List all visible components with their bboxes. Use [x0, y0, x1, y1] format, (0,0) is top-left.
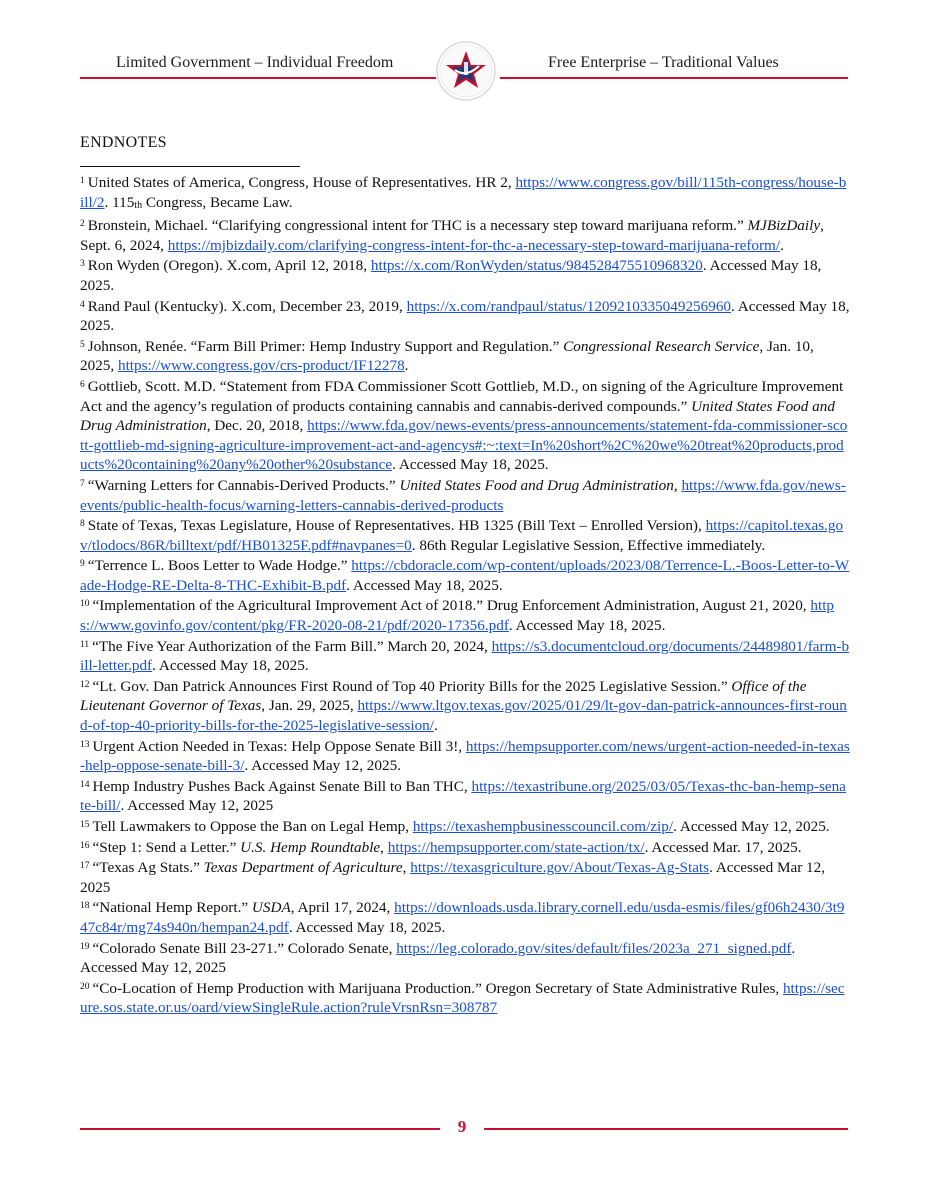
footer-rule-right	[484, 1128, 848, 1130]
header-motto-left: Limited Government – Individual Freedom	[116, 54, 394, 71]
endnote-text: .	[780, 236, 784, 254]
endnote-link[interactable]: https://www.govinfo.gov/content/pkg/FR-2020-08-21/pdf/2020-17356.pdf	[80, 597, 835, 635]
endnote-link[interactable]: https://secure.sos.state.or.us/oard/viewSingleRule.action?ruleVrsnRsn=308787	[80, 979, 845, 1017]
endnote-number: 1	[80, 176, 85, 186]
endnote-text: United States of America, Congress, House of Representatives. HR 2,	[87, 174, 516, 191]
endnote-text: Urgent Action Needed in Texas: Help Oppose Senate Bill 3!,	[92, 737, 466, 755]
endnote-text: “Terrence L. Boos Letter to Wade Hodge.”	[87, 557, 352, 575]
endnote-text: , April 17, 2024,	[290, 899, 395, 917]
endnote-link[interactable]: https://hempsupporter.com/state-action/tx/	[387, 838, 645, 856]
endnote-text: . Accessed May 18, 2025.	[508, 617, 666, 635]
endnote-publication: MJBizDaily	[747, 217, 821, 235]
header-rule-right	[500, 77, 848, 79]
endnote-item	[80, 736, 850, 776]
endnote-text: . Accessed May 18, 2025.	[288, 918, 446, 936]
endnote-text: , Jan. 10, 2025,	[80, 337, 814, 375]
endnote-number: 9	[80, 559, 85, 570]
endnote-text: Tell Lawmakers to Oppose the Ban on Legal Hemp,	[92, 818, 413, 835]
endnote-item	[80, 515, 850, 555]
endnote-number: 18	[80, 901, 90, 912]
endnote-item	[80, 215, 850, 255]
endnote-link[interactable]: https://texashempbusinesscouncil.com/zip/	[412, 818, 674, 835]
endnote-link[interactable]: https://texasgriculture.gov/About/Texas-Ag-Stats	[410, 859, 710, 877]
endnote-text: .	[404, 357, 409, 375]
endnotes-list	[80, 172, 850, 1018]
endnote-item	[80, 636, 850, 676]
star-seal-icon	[435, 40, 497, 102]
endnote-link[interactable]: https://www.fda.gov/news-events/public-health-focus/warning-letters-cannabis-derived-products	[80, 476, 846, 514]
endnote-number: 12	[80, 679, 90, 690]
endnote-link[interactable]: https://downloads.usda.library.cornell.edu/usda-esmis/files/gf06h2430/3t947c84r/mg74s940n/hempan24.pdf	[80, 899, 845, 936]
endnote-item	[80, 475, 850, 515]
endnote-text: ,	[402, 859, 411, 877]
endnote-number: 6	[80, 379, 85, 390]
endnote-number: 13	[80, 739, 90, 750]
endnote-text: . Accessed May 18, 2025.	[80, 257, 822, 294]
endnote-number: 5	[80, 339, 85, 350]
endnote-text: , Jan. 29, 2025,	[261, 697, 358, 715]
endnote-item	[80, 938, 850, 978]
endnote-item	[80, 776, 850, 816]
endnote-number: 10	[80, 599, 90, 610]
endnote-text: “Step 1: Send a Letter.”	[92, 838, 241, 856]
endnote-item	[80, 555, 850, 595]
endnotes-heading: ENDNOTES	[80, 134, 167, 151]
endnote-text: “Texas Ag Stats.”	[92, 859, 204, 877]
endnote-text: “National Hemp Report.”	[92, 899, 252, 917]
endnote-number: 17	[80, 861, 90, 872]
endnote-text: Gottlieb, Scott. M.D. “Statement from FDA Commissioner Scott Gottlieb, M.D., on signing of the Agriculture Improvement Act and the agency’s regulation of products containing cannabis and cannabis-derived compounds.”	[80, 377, 844, 415]
endnote-item	[80, 376, 850, 475]
endnote-number: 8	[80, 519, 85, 530]
endnote-text: . Accessed May 18, 2025.	[392, 456, 549, 474]
footer-rule-left	[80, 1128, 440, 1130]
endnote-item	[80, 336, 850, 376]
endnote-publication: U.S. Hemp Roundtable	[240, 838, 381, 856]
endnote-text: . Accessed Mar. 17, 2025.	[644, 838, 802, 856]
endnote-link[interactable]: https://s3.documentcloud.org/documents/24489801/farm-bill-letter.pdf	[80, 637, 850, 675]
endnote-link[interactable]: https://www.congress.gov/crs-product/IF12278	[117, 357, 405, 375]
endnote-text: . 115	[104, 193, 135, 211]
endnote-link[interactable]: https://www.fda.gov/news-events/press-announcements/statement-fda-commissioner-scott-gottlieb-md-signing-agriculture-improvement-act-and-agencys#:~:text=In%20short%2C%20we%20treat%20products,products%20containing%20any%20other%20substance	[80, 417, 848, 474]
endnote-text: Rand Paul (Kentucky). X.com, December 23, 2019,	[87, 297, 407, 315]
endnote-text: “Implementation of the Agricultural Improvement Act of 2018.” Drug Enforcement Administration, August 21, 2020,	[92, 597, 811, 615]
endnote-link[interactable]: https://x.com/randpaul/status/1209210335049256960	[406, 297, 732, 315]
endnote-text: . Accessed May 12, 2025	[80, 939, 796, 977]
endnote-number: 2	[80, 219, 85, 230]
endnote-item	[80, 255, 850, 295]
endnote-item	[80, 172, 850, 215]
endnote-number: 16	[80, 840, 90, 851]
endnote-item	[80, 857, 850, 897]
footnote-separator	[80, 166, 300, 167]
endnote-item	[80, 837, 850, 858]
endnote-text: ,	[380, 838, 388, 856]
endnote-number: 19	[80, 941, 90, 952]
header-motto-right: Free Enterprise – Traditional Values	[548, 54, 779, 71]
endnote-link[interactable]: https://hempsupporter.com/news/urgent-action-needed-in-texas-help-oppose-senate-bill-3/	[80, 737, 850, 775]
endnote-number: 7	[80, 478, 85, 489]
endnote-text: Congress, Became Law.	[142, 193, 293, 211]
endnote-text: . Accessed May 12, 2025.	[673, 818, 830, 835]
endnote-item	[80, 897, 850, 937]
endnote-publication: Congressional Research Service	[563, 337, 760, 355]
endnote-link[interactable]: https://x.com/RonWyden/status/984528475510968320	[370, 257, 703, 275]
endnote-publication: Office of the Lieutenant Governor of Texas	[80, 677, 807, 715]
endnote-publication: USDA	[251, 899, 291, 917]
endnote-text: . Accessed May 12, 2025.	[244, 757, 401, 775]
endnote-text: , Sept. 6, 2024,	[80, 217, 824, 254]
endnote-text: “Lt. Gov. Dan Patrick Announces First Round of Top 40 Priority Bills for the 2025 Legislative Session.”	[92, 677, 732, 695]
endnote-ordinal: th	[134, 199, 143, 211]
endnote-number: 3	[80, 259, 85, 270]
endnote-text: Ron Wyden (Oregon). X.com, April 12, 2018,	[87, 257, 371, 275]
endnote-number: 15	[80, 820, 90, 830]
endnote-item	[80, 676, 850, 736]
endnote-text: Hemp Industry Pushes Back Against Senate Bill to Ban THC,	[92, 777, 472, 795]
endnote-text: “Co-Location of Hemp Production with Marijuana Production.” Oregon Secretary of State Administrative Rules,	[92, 979, 783, 997]
endnote-publication: United States Food and Drug Administration	[80, 397, 835, 435]
endnote-link[interactable]: https://capitol.texas.gov/tlodocs/86R/billtext/pdf/HB01325F.pdf#navpanes=0	[80, 517, 844, 554]
endnote-link[interactable]: https://cbdoracle.com/wp-content/uploads/2023/08/Terrence-L.-Boos-Letter-to-Wade-Hodge-RE-Delta-8-THC-Exhibit-B.pdf	[80, 557, 850, 594]
endnote-link[interactable]: https://www.ltgov.texas.gov/2025/01/29/lt-gov-dan-patrick-announces-first-round-of-top-40-priority-bills-for-the-2025-legislative-session/	[80, 697, 847, 735]
endnote-text: “Colorado Senate Bill 23-271.” Colorado Senate,	[92, 939, 397, 957]
endnote-number: 14	[80, 779, 90, 790]
endnote-number: 20	[80, 981, 90, 992]
endnote-text: . Accessed May 18, 2025.	[80, 297, 850, 335]
endnote-item	[80, 296, 850, 336]
endnote-item	[80, 816, 850, 837]
endnote-item	[80, 595, 850, 635]
page-header	[0, 0, 927, 110]
endnote-text: Bronstein, Michael. “Clarifying congressional intent for THC is a necessary step toward marijuana reform.”	[87, 217, 748, 235]
endnote-text: State of Texas, Texas Legislature, House of Representatives. HB 1325 (Bill Text – Enrolled Version),	[87, 517, 706, 535]
endnote-text: . Accessed May 12, 2025	[120, 797, 274, 815]
endnote-item	[80, 978, 850, 1018]
endnote-number: 4	[80, 299, 85, 310]
endnote-text: , Dec. 20, 2018,	[206, 417, 308, 435]
endnote-text: . 86th Regular Legislative Session, Effective immediately.	[411, 536, 766, 554]
endnote-text: Johnson, Renée. “Farm Bill Primer: Hemp Industry Support and Regulation.”	[87, 337, 564, 355]
page-number: 9	[457, 1117, 467, 1136]
endnote-link[interactable]: https://texastribune.org/2025/03/05/Texas-thc-ban-hemp-senate-bill/	[80, 777, 846, 815]
endnote-text: “The Five Year Authorization of the Farm Bill.” March 20, 2024,	[92, 637, 492, 655]
endnote-link[interactable]: https://leg.colorado.gov/sites/default/files/2023a_271_signed.pdf	[396, 939, 792, 957]
endnote-link[interactable]: https://mjbizdaily.com/clarifying-congress-intent-for-thc-a-necessary-step-toward-marijuana-reform/	[167, 236, 781, 254]
endnote-text: . Accessed Mar 12, 2025	[80, 859, 826, 896]
endnote-text: . Accessed May 18, 2025.	[152, 657, 309, 675]
endnote-publication: United States Food and Drug Administration,	[399, 476, 678, 494]
endnote-link[interactable]: https://www.congress.gov/bill/115th-congress/house-bill/2	[80, 174, 847, 211]
endnote-text: . Accessed May 18, 2025.	[346, 576, 503, 594]
endnote-publication: Texas Department of Agriculture	[203, 859, 403, 877]
endnote-number: 11	[80, 639, 90, 650]
header-rule-left	[80, 77, 436, 79]
endnote-text: “Warning Letters for Cannabis-Derived Products.”	[87, 476, 400, 494]
endnote-text: .	[433, 717, 438, 735]
